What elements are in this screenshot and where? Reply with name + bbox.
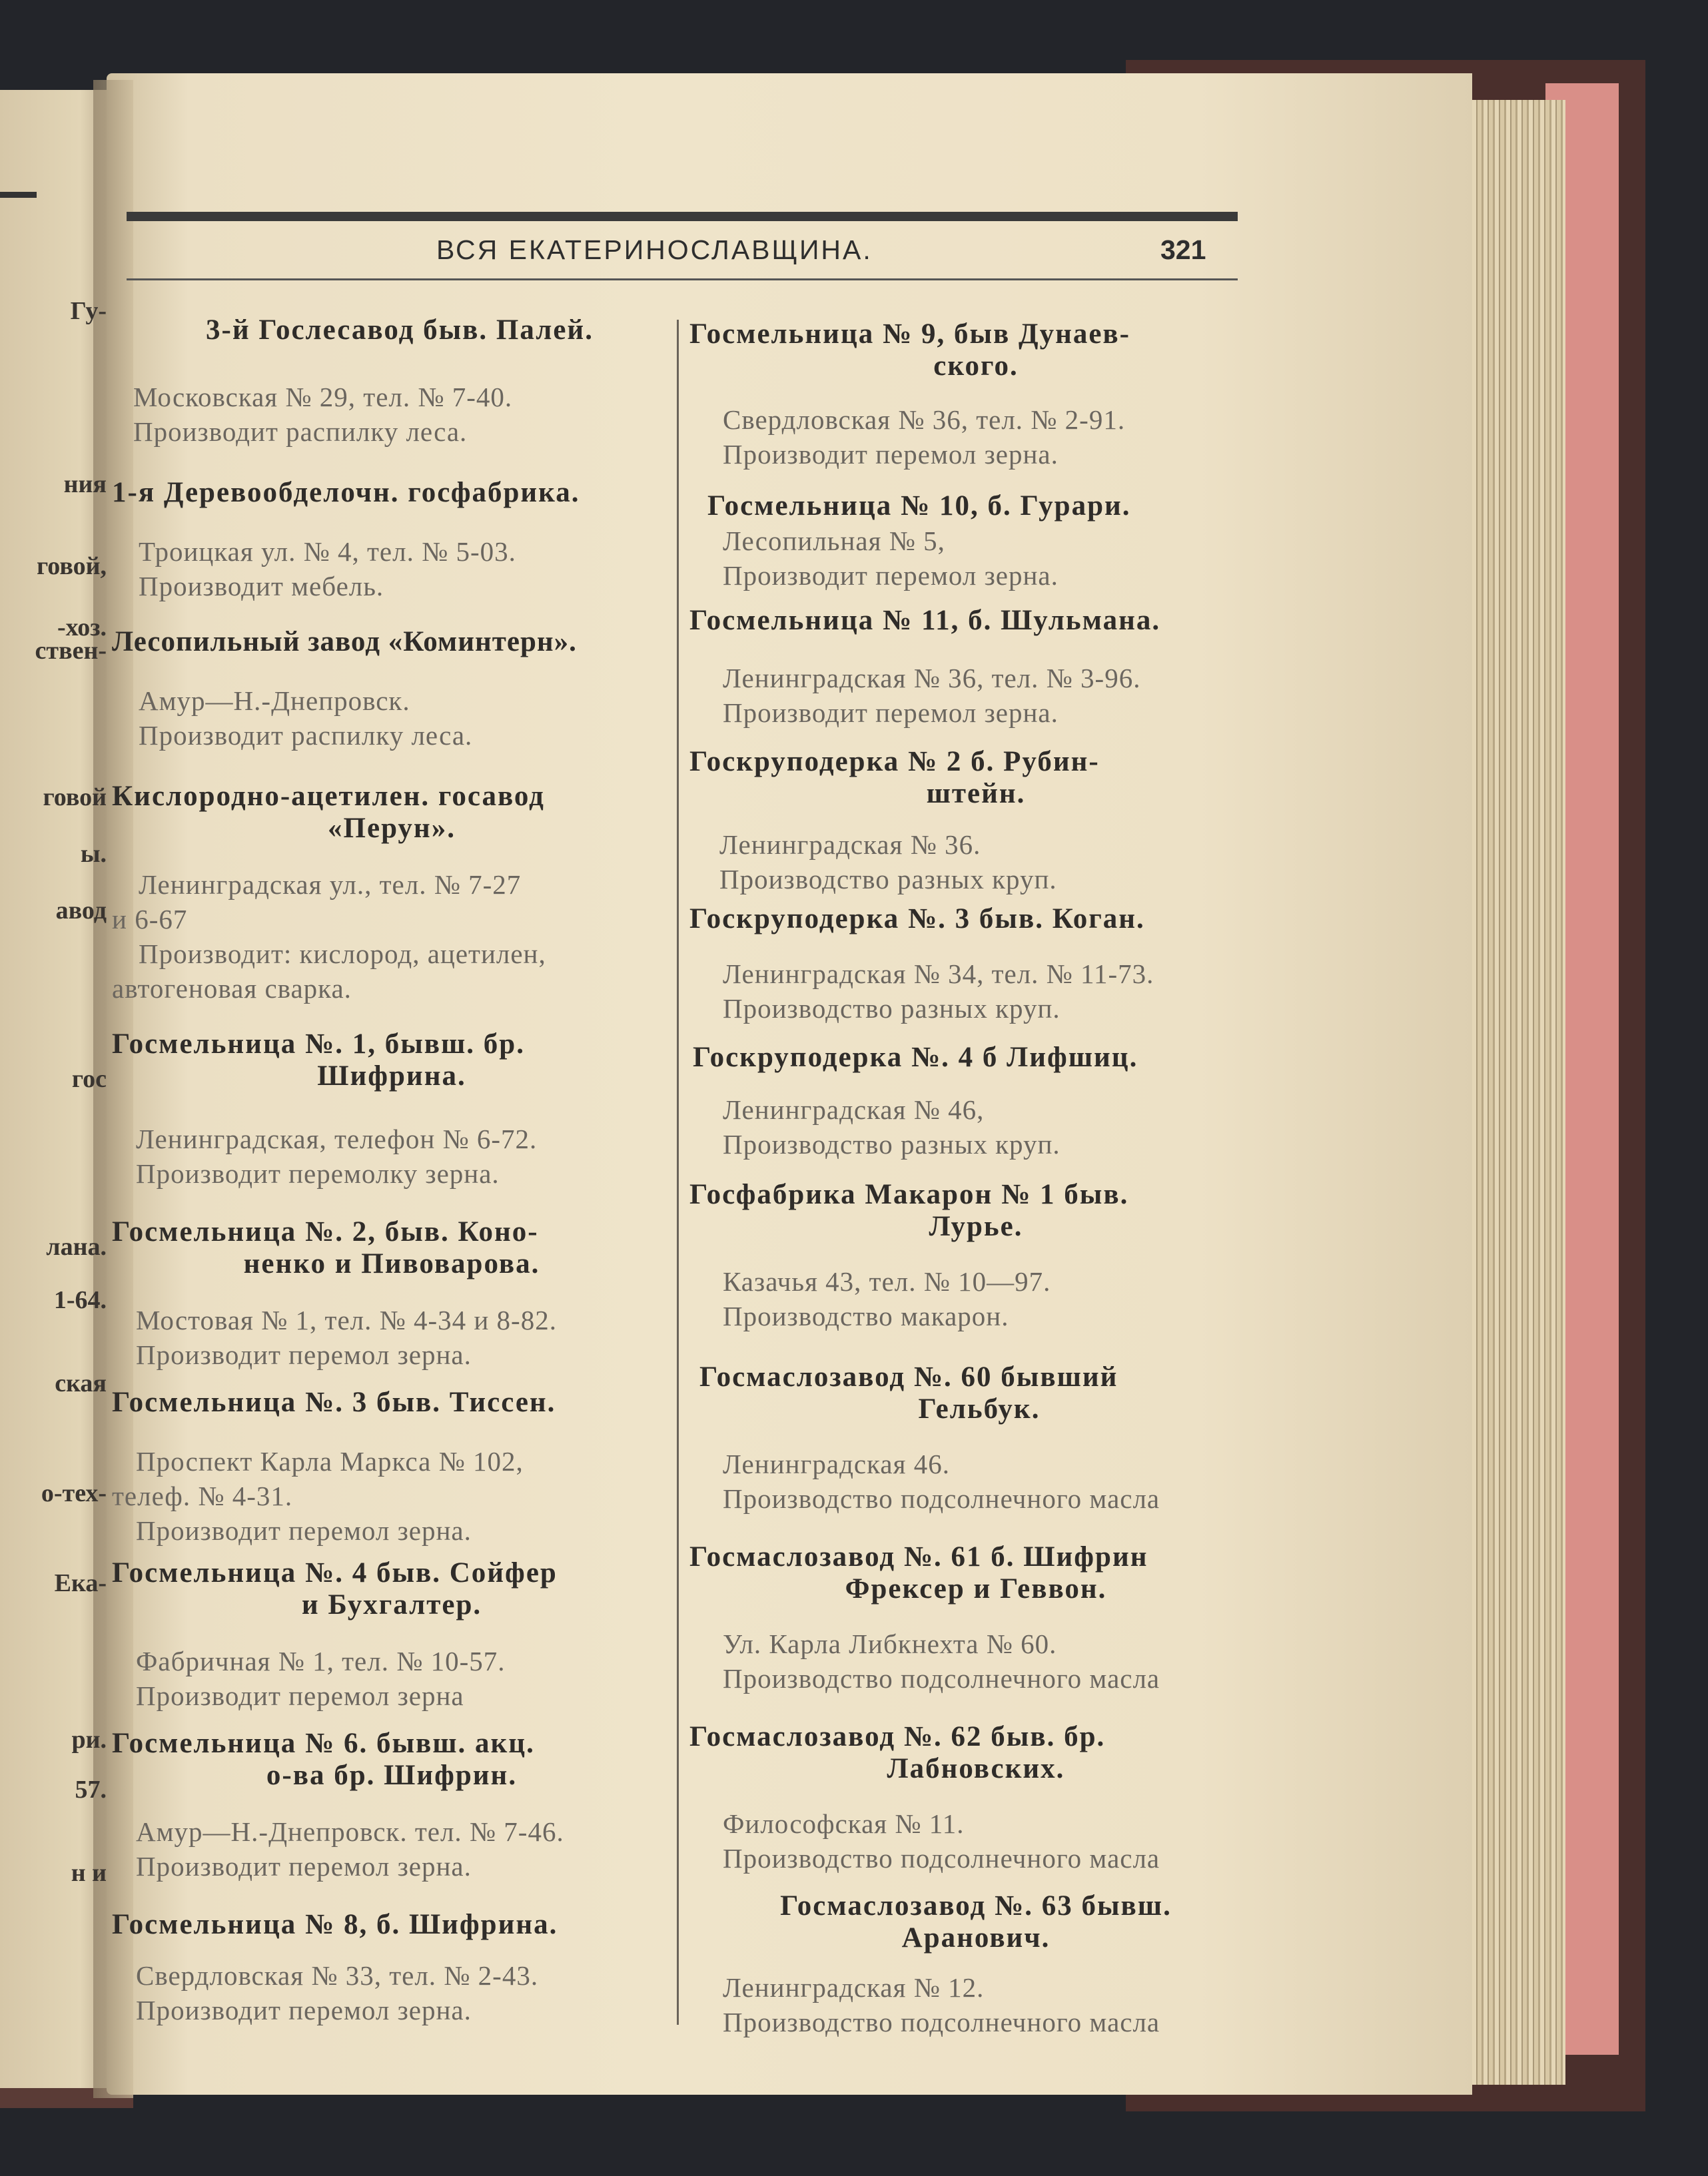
entry [693, 1042, 1266, 1162]
entry [112, 1028, 671, 1191]
entry-description: автогеновая сварка. [112, 973, 352, 1004]
left-page-fragment: говой [43, 783, 107, 811]
entry-address: Ленинградская № 12. [723, 1972, 985, 2003]
entry-title: Госмельница №. 2, быв. Коно- [112, 1216, 539, 1248]
column-divider [677, 320, 679, 2025]
entry-title: о-ва бр. Шифрин. [266, 1760, 518, 1791]
entry-body [689, 956, 1262, 1026]
left-page-fragment: авод [55, 897, 107, 924]
entry-body [112, 1444, 671, 1548]
entry-body [689, 1627, 1262, 1696]
entry-description: Производит перемолку зерна. [136, 1158, 500, 1189]
entry-body [133, 380, 666, 449]
entry-description: Производит: кислород, ацетилен, [139, 938, 546, 969]
entry-body [112, 867, 671, 1006]
entry [112, 1557, 671, 1713]
entry-body [112, 1644, 671, 1713]
entry-address: телеф. № 4-31. [112, 1481, 293, 1511]
entry [112, 1728, 671, 1884]
entry-description: Производит перемол зерна. [136, 1851, 472, 1882]
entry-description: Производство разных круп. [719, 864, 1057, 895]
entry-title: «Перун». [328, 813, 456, 844]
entry-address: Ленинградская, телефон № 6-72. [136, 1124, 538, 1154]
entry-body [689, 661, 1262, 730]
entry-address: Проспект Карла Маркса № 102, [136, 1446, 524, 1477]
entry-title: 1-я Деревообделочн. госфабрика. [112, 477, 580, 508]
entry-description: Производство разных круп. [723, 1129, 1061, 1160]
entry-title: ненко и Пивоварова. [243, 1248, 540, 1279]
entry [112, 626, 671, 753]
entry [133, 314, 666, 449]
entry [689, 318, 1262, 472]
entry-title: Шифрина. [317, 1060, 466, 1092]
left-page-fragment: о-тех- [41, 1479, 107, 1507]
entry-description: Производство разных круп. [723, 993, 1061, 1024]
entry-address: Троицкая ул. № 4, тел. № 5-03. [139, 536, 516, 567]
entry-body [699, 1447, 1259, 1516]
entry-title: Госмельница № 10, б. Гурари. [707, 490, 1131, 522]
entry-address: Ленинградская 46. [723, 1449, 950, 1479]
entry-address: Ленинградская № 36, тел. № 3-96. [723, 663, 1141, 693]
entry-body [693, 1092, 1266, 1162]
left-page-fragment: лана. [46, 1233, 107, 1261]
running-head: ВСЯ ЕКАТЕРИНОСЛАВЩИНА. [436, 234, 873, 265]
entry-address: Ленинградская № 34, тел. № 11-73. [723, 958, 1154, 989]
entry-address: Амур—Н.-Днепровск. [139, 685, 410, 716]
entry-title: Госмельница № 9, быв Дунаев- [689, 318, 1130, 350]
entry-address: Свердловская № 33, тел. № 2-43. [136, 1960, 539, 1991]
entry-address: Фабричная № 1, тел. № 10-57. [136, 1646, 506, 1676]
entry-title: Фрексер и Геввон. [845, 1573, 1107, 1605]
entry [689, 746, 1262, 897]
entry [112, 1387, 671, 1548]
left-page-rule [0, 192, 37, 198]
entry [689, 605, 1262, 730]
entry-description: Производство макарон. [723, 1301, 1009, 1331]
entry-title: Госмельница №. 1, бывш. бр. [112, 1028, 525, 1060]
entry-description: Производит перемол зерна. [136, 1995, 472, 2025]
entry-title: 3-й Гослесавод быв. Палей. [206, 314, 594, 346]
left-page-fragment: н и [71, 1859, 107, 1887]
entry-body [689, 1970, 1262, 2039]
entry-description: Производит распилку леса. [139, 720, 473, 751]
entry-body [689, 1806, 1262, 1876]
left-page-fragment: ская [55, 1369, 107, 1397]
left-page-fragment: 57. [75, 1776, 107, 1804]
entry-description: Производит перемол зерна. [136, 1339, 472, 1370]
entry-description: Производит перемол зерна. [723, 439, 1059, 470]
entry [707, 490, 1260, 593]
entry-title: Госкруподерка № 2 б. Рубин- [689, 746, 1100, 777]
entry [689, 1890, 1262, 2039]
entry-address: Московская № 29, тел. № 7-40. [133, 382, 513, 412]
entry-title: Аранович. [901, 1922, 1051, 1954]
entry-body [689, 827, 1262, 897]
entry [689, 1541, 1262, 1696]
entry-title: и Бухгалтер. [301, 1589, 482, 1621]
entry [112, 477, 671, 603]
left-page-fragment: 1-64. [53, 1286, 107, 1314]
entry-address: Лесопильная № 5, [723, 526, 945, 556]
page-number: 321 [1160, 234, 1206, 265]
left-page-fragment: -хоз. [57, 613, 107, 641]
entry-body [112, 1814, 671, 1884]
entry [689, 903, 1262, 1026]
entry [112, 1216, 671, 1372]
entry-description: Производит мебель. [139, 571, 384, 601]
entry-description: Производит распилку леса. [133, 416, 468, 447]
entry-title: штейн. [926, 778, 1026, 809]
entry-address: Философская № 11. [723, 1808, 965, 1839]
entry-title: Госмельница №. 4 быв. Сойфер [112, 1557, 558, 1589]
entry-body [689, 1264, 1262, 1333]
entry-address: Мостовая № 1, тел. № 4-34 и 8-82. [136, 1305, 557, 1335]
left-page-fragment: Гу- [70, 297, 107, 325]
entry [112, 781, 671, 1006]
entry-address: Ул. Карла Либкнехта № 60. [723, 1629, 1057, 1659]
entry-body [112, 683, 671, 753]
entry-title: Госмаслозавод №. 60 бывший [699, 1361, 1118, 1393]
left-page-fragment: гос [71, 1065, 107, 1093]
entry-address: Казачья 43, тел. № 10—97. [723, 1266, 1051, 1297]
left-page-fragment: ствен- [35, 637, 107, 665]
header-rule [127, 212, 1238, 221]
entry-title: Лесопильный завод «Коминтерн». [112, 626, 577, 657]
entry-description: Производит перемол зерна. [723, 560, 1059, 591]
entry-description: Производство подсолнечного масла [723, 1663, 1160, 1694]
header-underline [127, 278, 1238, 280]
entry-description: Производит перемол зерна. [136, 1515, 472, 1546]
left-page-fragment: ы. [80, 840, 107, 868]
entry-title: Кислородно-ацетилен. госавод [112, 781, 545, 812]
entry-title: Госкруподерка №. 3 быв. Коган. [689, 903, 1145, 934]
entry-description: Производство подсолнечного масла [723, 2007, 1160, 2037]
entry-description: Производит перемол зерна. [723, 697, 1059, 728]
entry-title: Госмаслозавод №. 61 б. Шифрин [689, 1541, 1148, 1573]
entry-body [707, 524, 1260, 593]
entry-address: Ленинградская ул., тел. № 7-27 [139, 869, 522, 900]
entry-address: Амур—Н.-Днепровск. тел. № 7-46. [136, 1816, 564, 1847]
entry-title: Госкруподерка №. 4 б Лифшиц. [693, 1042, 1138, 1073]
entry [689, 1179, 1262, 1333]
entry-body [112, 1122, 671, 1191]
entry-address: и 6-67 [112, 904, 188, 934]
entry-address: Свердловская № 36, тел. № 2-91. [723, 404, 1126, 435]
entry-title: Лурье. [929, 1211, 1023, 1242]
entry-title: Госмельница № 6. бывш. акц. [112, 1728, 535, 1759]
entry-description: Производство подсолнечного масла [723, 1843, 1160, 1874]
entry-title: Госмаслозавод №. 62 быв. бр. [689, 1721, 1106, 1752]
entry-title: Госмаслозавод №. 63 бывш. [780, 1890, 1172, 1922]
entry-description: Производство подсолнечного масла [723, 1483, 1160, 1514]
entry-title: ского. [933, 350, 1019, 382]
entry [699, 1361, 1259, 1516]
entry-title: Госмельница № 8, б. Шифрина. [112, 1909, 558, 1940]
entry-body [689, 402, 1262, 472]
entry-body [112, 534, 671, 603]
entry-title: Госмельница № 11, б. Шульмана. [689, 605, 1161, 636]
entry-body [112, 1303, 671, 1372]
entry [689, 1721, 1262, 1876]
entry-title: Лабновских. [887, 1753, 1065, 1784]
entry-title: Госфабрика Макарон № 1 быв. [689, 1179, 1129, 1210]
left-page-fragment: говой, [36, 552, 107, 580]
entry-body [112, 1958, 671, 2027]
entry-title: Госмельница №. 3 быв. Тиссен. [112, 1387, 556, 1418]
entry-description: Производит перемол зерна [136, 1680, 464, 1711]
left-page-fragment: ри. [71, 1726, 107, 1754]
left-page-fragment: ния [63, 470, 107, 498]
entry-address: Ленинградская № 36. [719, 829, 981, 860]
entry-address: Ленинградская № 46, [723, 1094, 985, 1125]
entry-title: Гельбук. [918, 1393, 1041, 1425]
entry [112, 1909, 671, 2027]
left-page-fragment: Ека- [54, 1569, 107, 1597]
